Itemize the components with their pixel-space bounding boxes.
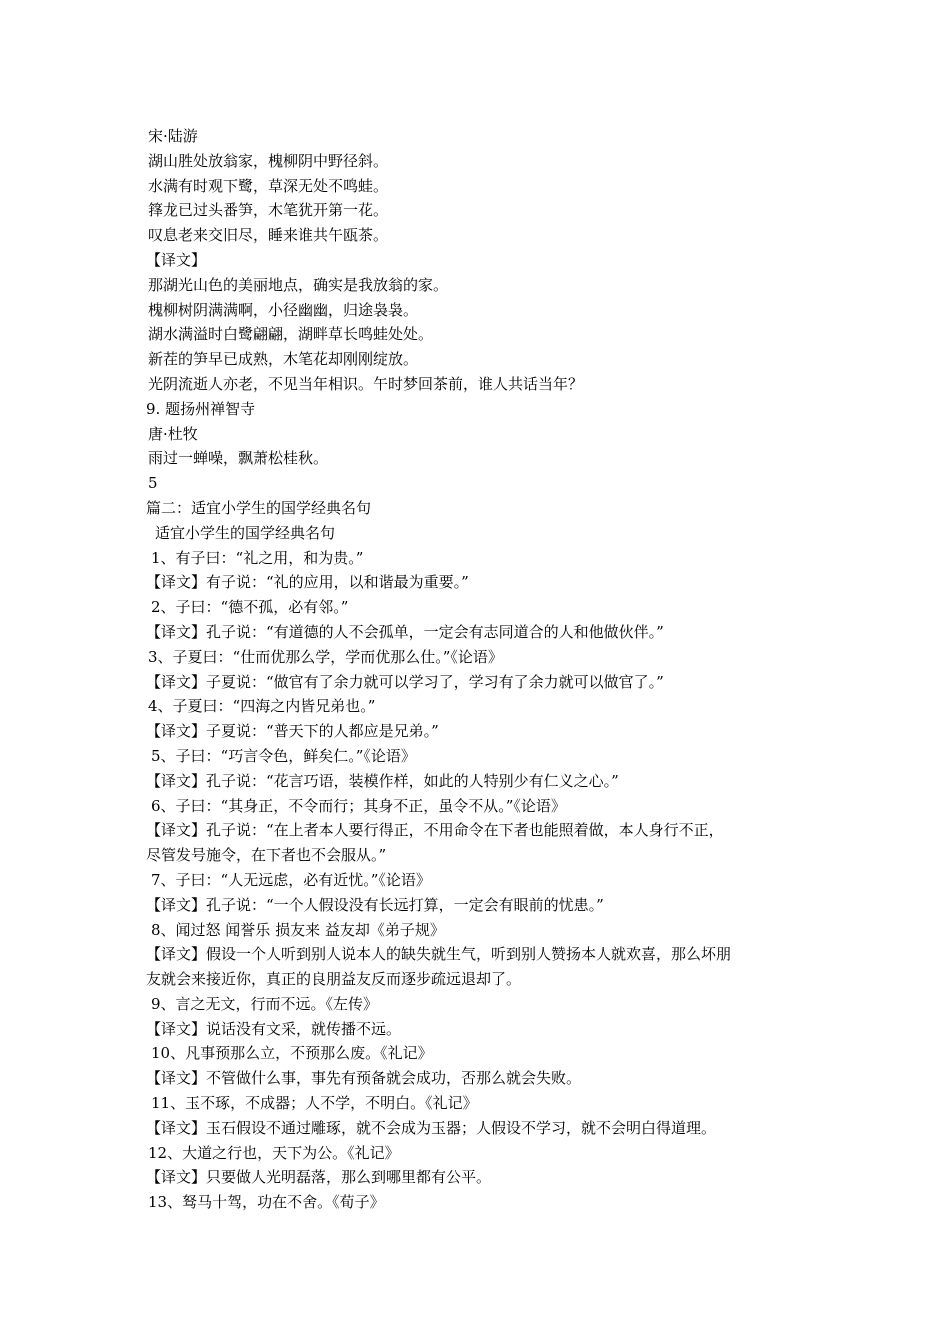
text-line: 唐·杜牧 xyxy=(148,424,198,443)
text-line: 光阴流逝人亦老，不见当年相识。午时梦回茶前，谁人共话当年？ xyxy=(148,374,584,393)
text-line: 10、凡事预那么立，不预那么废。《礼记》 xyxy=(151,1044,433,1063)
text-line: 叹息老来交旧尽，睡来谁共午瓯茶。 xyxy=(148,226,389,245)
text-line: 【译文】孔子说：“有道德的人不会孤单，一定会有志同道合的人和他做伙伴。” xyxy=(146,622,664,641)
text-line: 9、言之无文，行而不远。《左传》 xyxy=(151,994,379,1013)
text-line: 【译文】说话没有文采，就传播不远。 xyxy=(146,1019,402,1038)
text-line: 13、驽马十驾，功在不舍。《荀子》 xyxy=(148,1193,385,1212)
text-line: 友就会来接近你，真正的良朋益友反而逐步疏远退却了。 xyxy=(146,970,522,989)
article-title: 适宜小学生的国学经典名句 xyxy=(155,523,336,542)
text-line: 【译文】子夏说：“做官有了余力就可以学习了，学习有了余力就可以做官了。” xyxy=(146,672,664,691)
text-line: 【译文】不管做什么事，事先有预备就会成功，否那么就会失败。 xyxy=(146,1069,582,1088)
text-line: 【译文】孔子说：“花言巧语，装模作样，如此的人特别少有仁义之心。” xyxy=(146,771,619,790)
text-line: 1、有子曰：“礼之用，和为贵。” xyxy=(151,548,364,567)
page-number: 5 xyxy=(148,474,158,493)
text-line: 尽管发号施令，在下者也不会服从。” xyxy=(146,846,387,865)
document-body xyxy=(146,124,826,1215)
section-heading: 篇二：适宜小学生的国学经典名句 xyxy=(146,498,372,517)
text-line: 【译文】 xyxy=(146,250,207,269)
text-line: 3、子夏曰：“仕而优那么学，学而优那么仕。”《论语》 xyxy=(148,647,503,666)
text-line: 4、子夏曰：“四海之内皆兄弟也。” xyxy=(148,697,376,716)
text-line: 湖山胜处放翁家，槐柳阴中野径斜。 xyxy=(148,151,389,170)
text-line: 湖水满溢时白鹭翩翩，湖畔草长鸣蛙处处。 xyxy=(148,325,434,344)
text-line: 【译文】孔子说：“一个人假设没有长远打算，一定会有眼前的忧患。” xyxy=(146,895,604,914)
text-line: 新茬的笋早已成熟，木笔花却刚刚绽放。 xyxy=(148,350,419,369)
section-heading: 9. 题扬州禅智寺 xyxy=(146,399,256,418)
text-line: 8、闻过怒 闻誉乐 损友来 益友却《弟子规》 xyxy=(151,920,445,939)
text-line: 5、子曰：“巧言令色，鲜矣仁。”《论语》 xyxy=(151,746,416,765)
text-line: 12、大道之行也，天下为公。《礼记》 xyxy=(148,1143,400,1162)
text-line: 【译文】玉石假设不通过雕琢，就不会成为玉器；人假设不学习，就不会明白得道理。 xyxy=(146,1118,717,1137)
text-line: 7、子曰：“人无远虑，必有近忧。”《论语》 xyxy=(151,870,431,889)
text-line: 6、子曰：“其身正，不令而行；其身不正，虽令不从。”《论语》 xyxy=(151,796,566,815)
text-line: 【译文】孔子说：“在上者本人要行得正，不用命令在下者也能照着做，本人身行不正， xyxy=(146,821,724,840)
text-line: 雨过一蝉噪，飘萧松桂秋。 xyxy=(148,449,329,468)
text-line: 11、玉不琢，不成器；人不学，不明白。《礼记》 xyxy=(151,1094,478,1113)
text-line: 2、子曰：“德不孤，必有邻。” xyxy=(151,598,349,617)
text-line: 【译文】子夏说：“普天下的人都应是兄弟。” xyxy=(146,722,439,741)
text-line: 【译文】有子说：“礼的应用，以和谐最为重要。” xyxy=(146,573,469,592)
text-line: 宋·陆游 xyxy=(148,127,198,145)
text-line: 水满有时观下鹭，草深无处不鸣蛙。 xyxy=(148,176,389,195)
text-line: 【译文】假设一个人听到别人说本人的缺失就生气，听到别人赞扬本人就欢喜，那么坏朋 xyxy=(146,945,732,964)
text-line: 槐柳树阴满满啊，小径幽幽，归途袅袅。 xyxy=(148,300,419,319)
text-line: 【译文】只要做人光明磊落，那么到哪里都有公平。 xyxy=(146,1168,492,1187)
text-line: 箨龙已过头番笋，木笔犹开第一花。 xyxy=(148,201,389,220)
text-line: 那湖光山色的美丽地点，确实是我放翁的家。 xyxy=(148,275,449,294)
